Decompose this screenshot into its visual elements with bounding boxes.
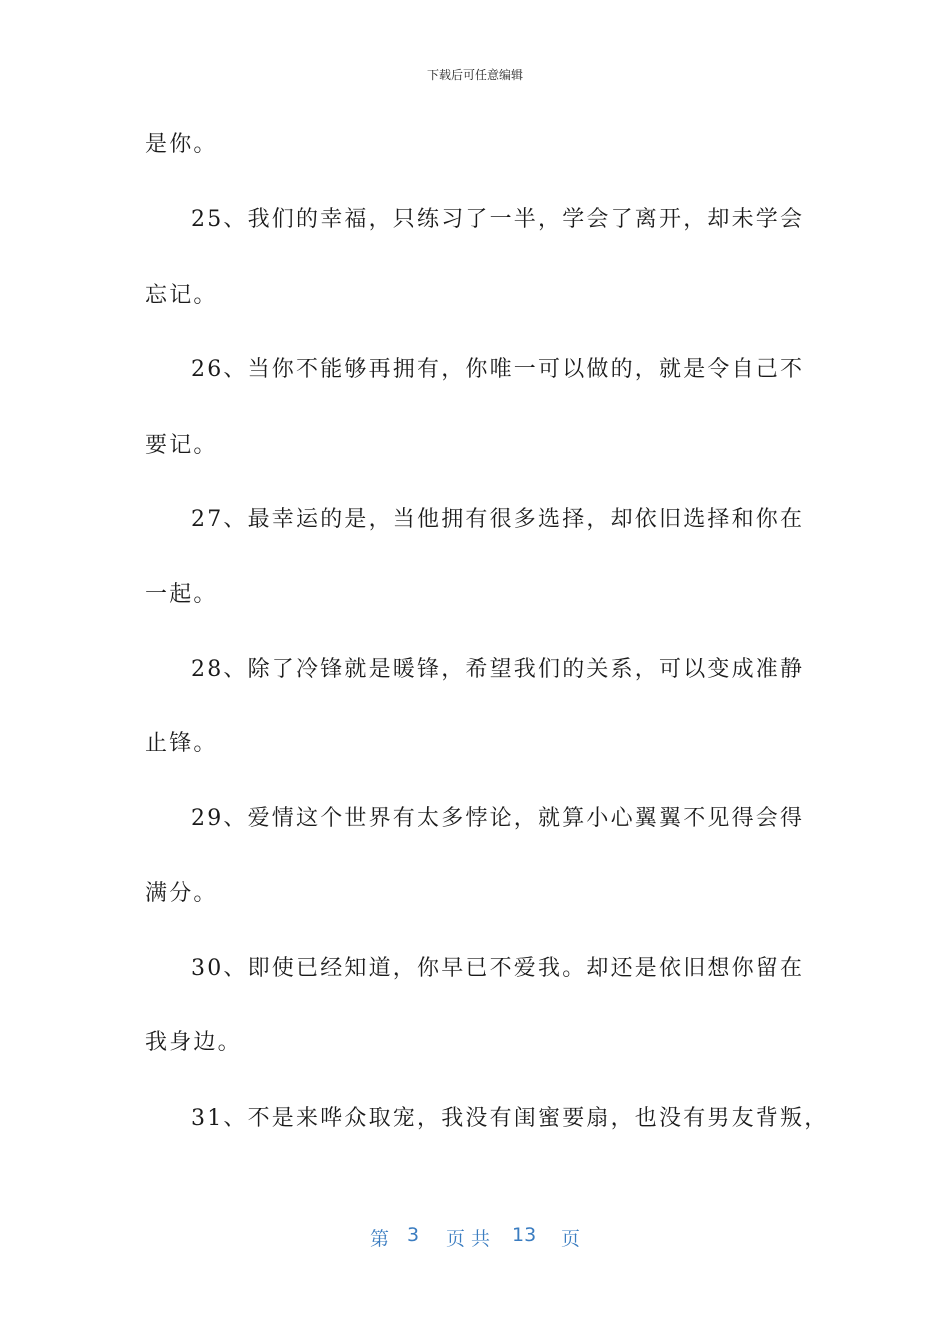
paragraph-26-line-1: 26、当你不能够再拥有，你唯一可以做的，就是令自己不 (191, 357, 805, 382)
page-header: 下载后可任意编辑 (426, 68, 523, 82)
paragraph-continuation-line: 是你。 (145, 132, 218, 157)
paragraph-30-line-1: 30、即使已经知道，你早已不爱我。却还是依旧想你留在 (191, 956, 805, 981)
paragraph-25-line-2: 忘记。 (145, 283, 218, 308)
footer-ye: 页 (561, 1228, 581, 1250)
footer-di: 第 (370, 1228, 390, 1250)
footer-ye-gong: 页 共 (446, 1228, 491, 1250)
paragraph-29-line-1: 29、爱情这个世界有太多悖论，就算小心翼翼不见得会得 (191, 806, 805, 831)
paragraph-27-line-1: 27、最幸运的是，当他拥有很多选择，却依旧选择和你在 (191, 507, 805, 532)
paragraph-30-line-2: 我身边。 (145, 1030, 242, 1055)
paragraph-28-line-2: 止锋。 (145, 731, 218, 756)
paragraph-28-line-1: 28、除了冷锋就是暖锋，希望我们的关系，可以变成准静 (191, 657, 805, 682)
paragraph-31-line-1: 31、不是来哗众取宠，我没有闺蜜要扇，也没有男友背叛， (191, 1106, 829, 1131)
footer-total-pages: 13 (512, 1224, 537, 1246)
paragraph-29-line-2: 满分。 (145, 881, 218, 906)
paragraph-25-line-1: 25、我们的幸福，只练习了一半，学会了离开，却未学会 (191, 207, 805, 232)
paragraph-26-line-2: 要记。 (145, 433, 218, 458)
paragraph-27-line-2: 一起。 (145, 582, 218, 607)
footer-current-page: 3 (407, 1224, 420, 1246)
